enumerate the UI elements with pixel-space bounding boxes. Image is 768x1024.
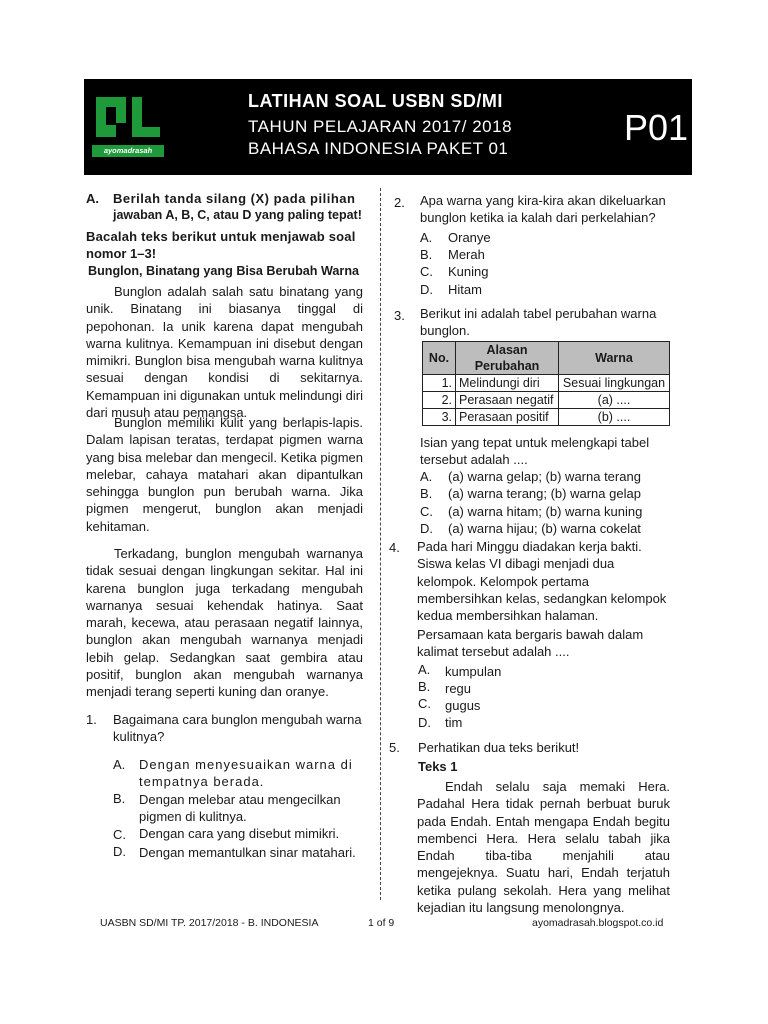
q2-option-letter[interactable]: C. (420, 264, 433, 279)
q5-text: Perhatikan dua teks berikut! (418, 740, 580, 755)
paragraph-1: Bunglon adalah salah satu binatang yang unik. Binatang ini biasanya tinggal di pepohonan. Ia unik karena dapat mengubah warna kulitnya. Kemampuan ini disebut dengan mimikri. Bunglon bisa mengubah warna kulitnya sesuai dengan kondisi di sekitarnya. Kemampuan ini digunakan untuk melindungi diri dari musuh atau pemangsa. (86, 284, 363, 421)
q4-option-d[interactable]: tim (445, 715, 463, 730)
instruction-line-1: Berilah tanda silang (X) pada pilihan (113, 191, 356, 206)
q4-option-letter[interactable]: A. (418, 662, 431, 677)
table-header: Alasan Perubahan (456, 342, 559, 375)
text-1-passage: Endah selalu saja memaki Hera. Padahal Hera tidak pernah berbuat buruk pada Endah. Entah mengapa Endah begitu membenci Hera. Hera selalu tabah jika Endah tiba-tiba menjahili atau mengejeknya. Suatu hari, Endah terjatuh ketika pulang sekolah. Hera yang melihat kejadian itu langsung menolongnya. (417, 779, 670, 916)
footer-site: ayomadrasah.blogspot.co.id (532, 917, 664, 929)
q4-option-b[interactable]: regu (445, 681, 472, 696)
table-cell: Perasaan negatif (456, 392, 559, 409)
q3-text: Berikut ini adalah tabel perubahan warna bunglon. (420, 306, 657, 339)
reading-instruction-1: Bacalah teks berikut untuk menjawab soal (86, 229, 356, 244)
q2-option-b[interactable]: Merah (448, 247, 485, 262)
doc-title: LATIHAN SOAL USBN SD/MI (248, 91, 503, 111)
q2-option-letter[interactable]: A. (420, 230, 433, 245)
doc-subject: BAHASA INDONESIA PAKET 01 (248, 139, 509, 158)
q2-option-letter[interactable]: D. (420, 282, 433, 297)
reading-instruction-2: nomor 1–3! (86, 246, 157, 261)
column-divider (380, 188, 381, 900)
q2-number: 2. (394, 195, 405, 210)
q3-option-letter[interactable]: B. (420, 486, 433, 501)
q3-option-b[interactable]: (a) warna terang; (b) warna gelap (448, 486, 641, 501)
table-cell: Perasaan positif (456, 409, 559, 426)
table-cell: (a) .... (559, 392, 670, 409)
paragraph-3: Terkadang, bunglon mengubah warnanya tidak sesuai dengan lingkungan sekitar. Hal ini karena bunglon juga terkadang mengubah warnanya sesuai kehendak hatinya. Saat marah, kecewa, atau perasaan negatif lainnya, bunglon akan mengubah warnanya menjadi lebih gelap. Sedangkan saat gembira atau positif, bunglon akan mengubah warnanya menjadi terang seperti kuning dan oranye. (86, 546, 363, 700)
doc-year: TAHUN PELAJARAN 2017/ 2018 (248, 117, 513, 136)
table-cell: 3. (423, 409, 456, 426)
footer-exam-info: UASBN SD/MI TP. 2017/2018 - B. INDONESIA (100, 917, 319, 929)
section-letter: A. (86, 191, 99, 206)
q5-number: 5. (389, 740, 400, 755)
q4-number: 4. (389, 540, 400, 555)
q1-option-letter[interactable]: C. (113, 827, 126, 842)
q3-after-text: Isian yang tepat untuk melengkapi tabel tersebut adalah .... (420, 435, 650, 468)
paragraph-2: Bunglon memiliki kulit yang berlapis-lapis. Dalam lapisan teratas, terdapat pigmen warna yang bisa melebar dan mengecil. Ketika pigmen melebar, cahaya matahari akan dipantulkan sehingga bunglon pun berubah warna. Jika pigmen mengerut, bunglon akan menjadi kehitaman. (86, 415, 363, 534)
q1-number: 1. (86, 712, 97, 727)
q3-option-a[interactable]: (a) warna gelap; (b) warna terang (448, 469, 641, 484)
q2-option-a[interactable]: Oranye (448, 230, 491, 245)
q4-text: Pada hari Minggu diadakan kerja bakti. Siswa kelas VI dibagi menjadi dua kelompok. Kelompok pertama membersihkan kelas, sedangkan kelompok kedua membersihkan halaman. (417, 539, 667, 624)
page-number: 1 of 9 (368, 917, 395, 929)
q1-option-a[interactable]: Dengan menyesuaikan warna di tempatnya berada. (139, 757, 353, 790)
q1-option-letter[interactable]: A. (113, 757, 126, 772)
q4-option-letter[interactable]: B. (418, 679, 431, 694)
q3-option-letter[interactable]: D. (420, 521, 433, 536)
q3-option-d[interactable]: (a) warna hijau; (b) warna cokelat (448, 521, 641, 536)
color-change-table (422, 341, 670, 426)
story-title: Bunglon, Binatang yang Bisa Berubah Warna (88, 264, 360, 278)
q4-option-c[interactable]: gugus (445, 698, 481, 713)
table-row (423, 409, 670, 426)
q3-option-letter[interactable]: A. (420, 469, 433, 484)
q2-option-d[interactable]: Hitam (448, 282, 482, 297)
q2-text: Apa warna yang kira-kira akan dikeluarkan bunglon ketika ia kalah dari perkelahian? (420, 193, 666, 226)
q4-option-letter[interactable]: D. (418, 715, 431, 730)
q1-option-d[interactable]: Dengan memantulkan sinar matahari. (139, 845, 356, 860)
table-cell: Sesuai lingkungan (559, 375, 670, 392)
table-cell: Melindungi diri (456, 375, 559, 392)
q4-option-letter[interactable]: C. (418, 696, 431, 711)
ayomadrasah-logo (92, 95, 164, 157)
q3-option-letter[interactable]: C. (420, 504, 433, 519)
table-row (423, 392, 670, 409)
table-header: No. (423, 342, 456, 375)
q1-option-letter[interactable]: D. (113, 844, 126, 859)
q3-option-c[interactable]: (a) warna hitam; (b) warna kuning (448, 504, 643, 519)
q2-option-c[interactable]: Kuning (448, 264, 489, 279)
instruction-line-2: jawaban A, B, C, atau D yang paling tepat! (113, 208, 362, 222)
q1-option-b[interactable]: Dengan melebar atau mengecilkan pigmen di kulitnya. (139, 792, 341, 825)
logo-text: ayomadrasah (92, 145, 164, 157)
text-1-title: Teks 1 (418, 759, 458, 774)
table-header-row (423, 342, 670, 375)
table-cell: (b) .... (559, 409, 670, 426)
packet-code: P01 (624, 107, 689, 148)
q4-text-2: Persamaan kata bergaris bawah dalam kalimat tersebut adalah .... (417, 627, 644, 660)
table-cell: 1. (423, 375, 456, 392)
header-banner (84, 79, 692, 175)
table-header: Warna (559, 342, 670, 375)
q4-option-a[interactable]: kumpulan (445, 664, 502, 679)
q1-text: Bagaimana cara bunglon mengubah warna kulitnya? (113, 712, 362, 745)
q1-option-c[interactable]: Dengan cara yang disebut mimikri. (139, 826, 340, 841)
table-cell: 2. (423, 392, 456, 409)
q1-option-letter[interactable]: B. (113, 791, 126, 806)
q2-option-letter[interactable]: B. (420, 247, 433, 262)
table-row (423, 375, 670, 392)
q3-number: 3. (394, 308, 405, 323)
